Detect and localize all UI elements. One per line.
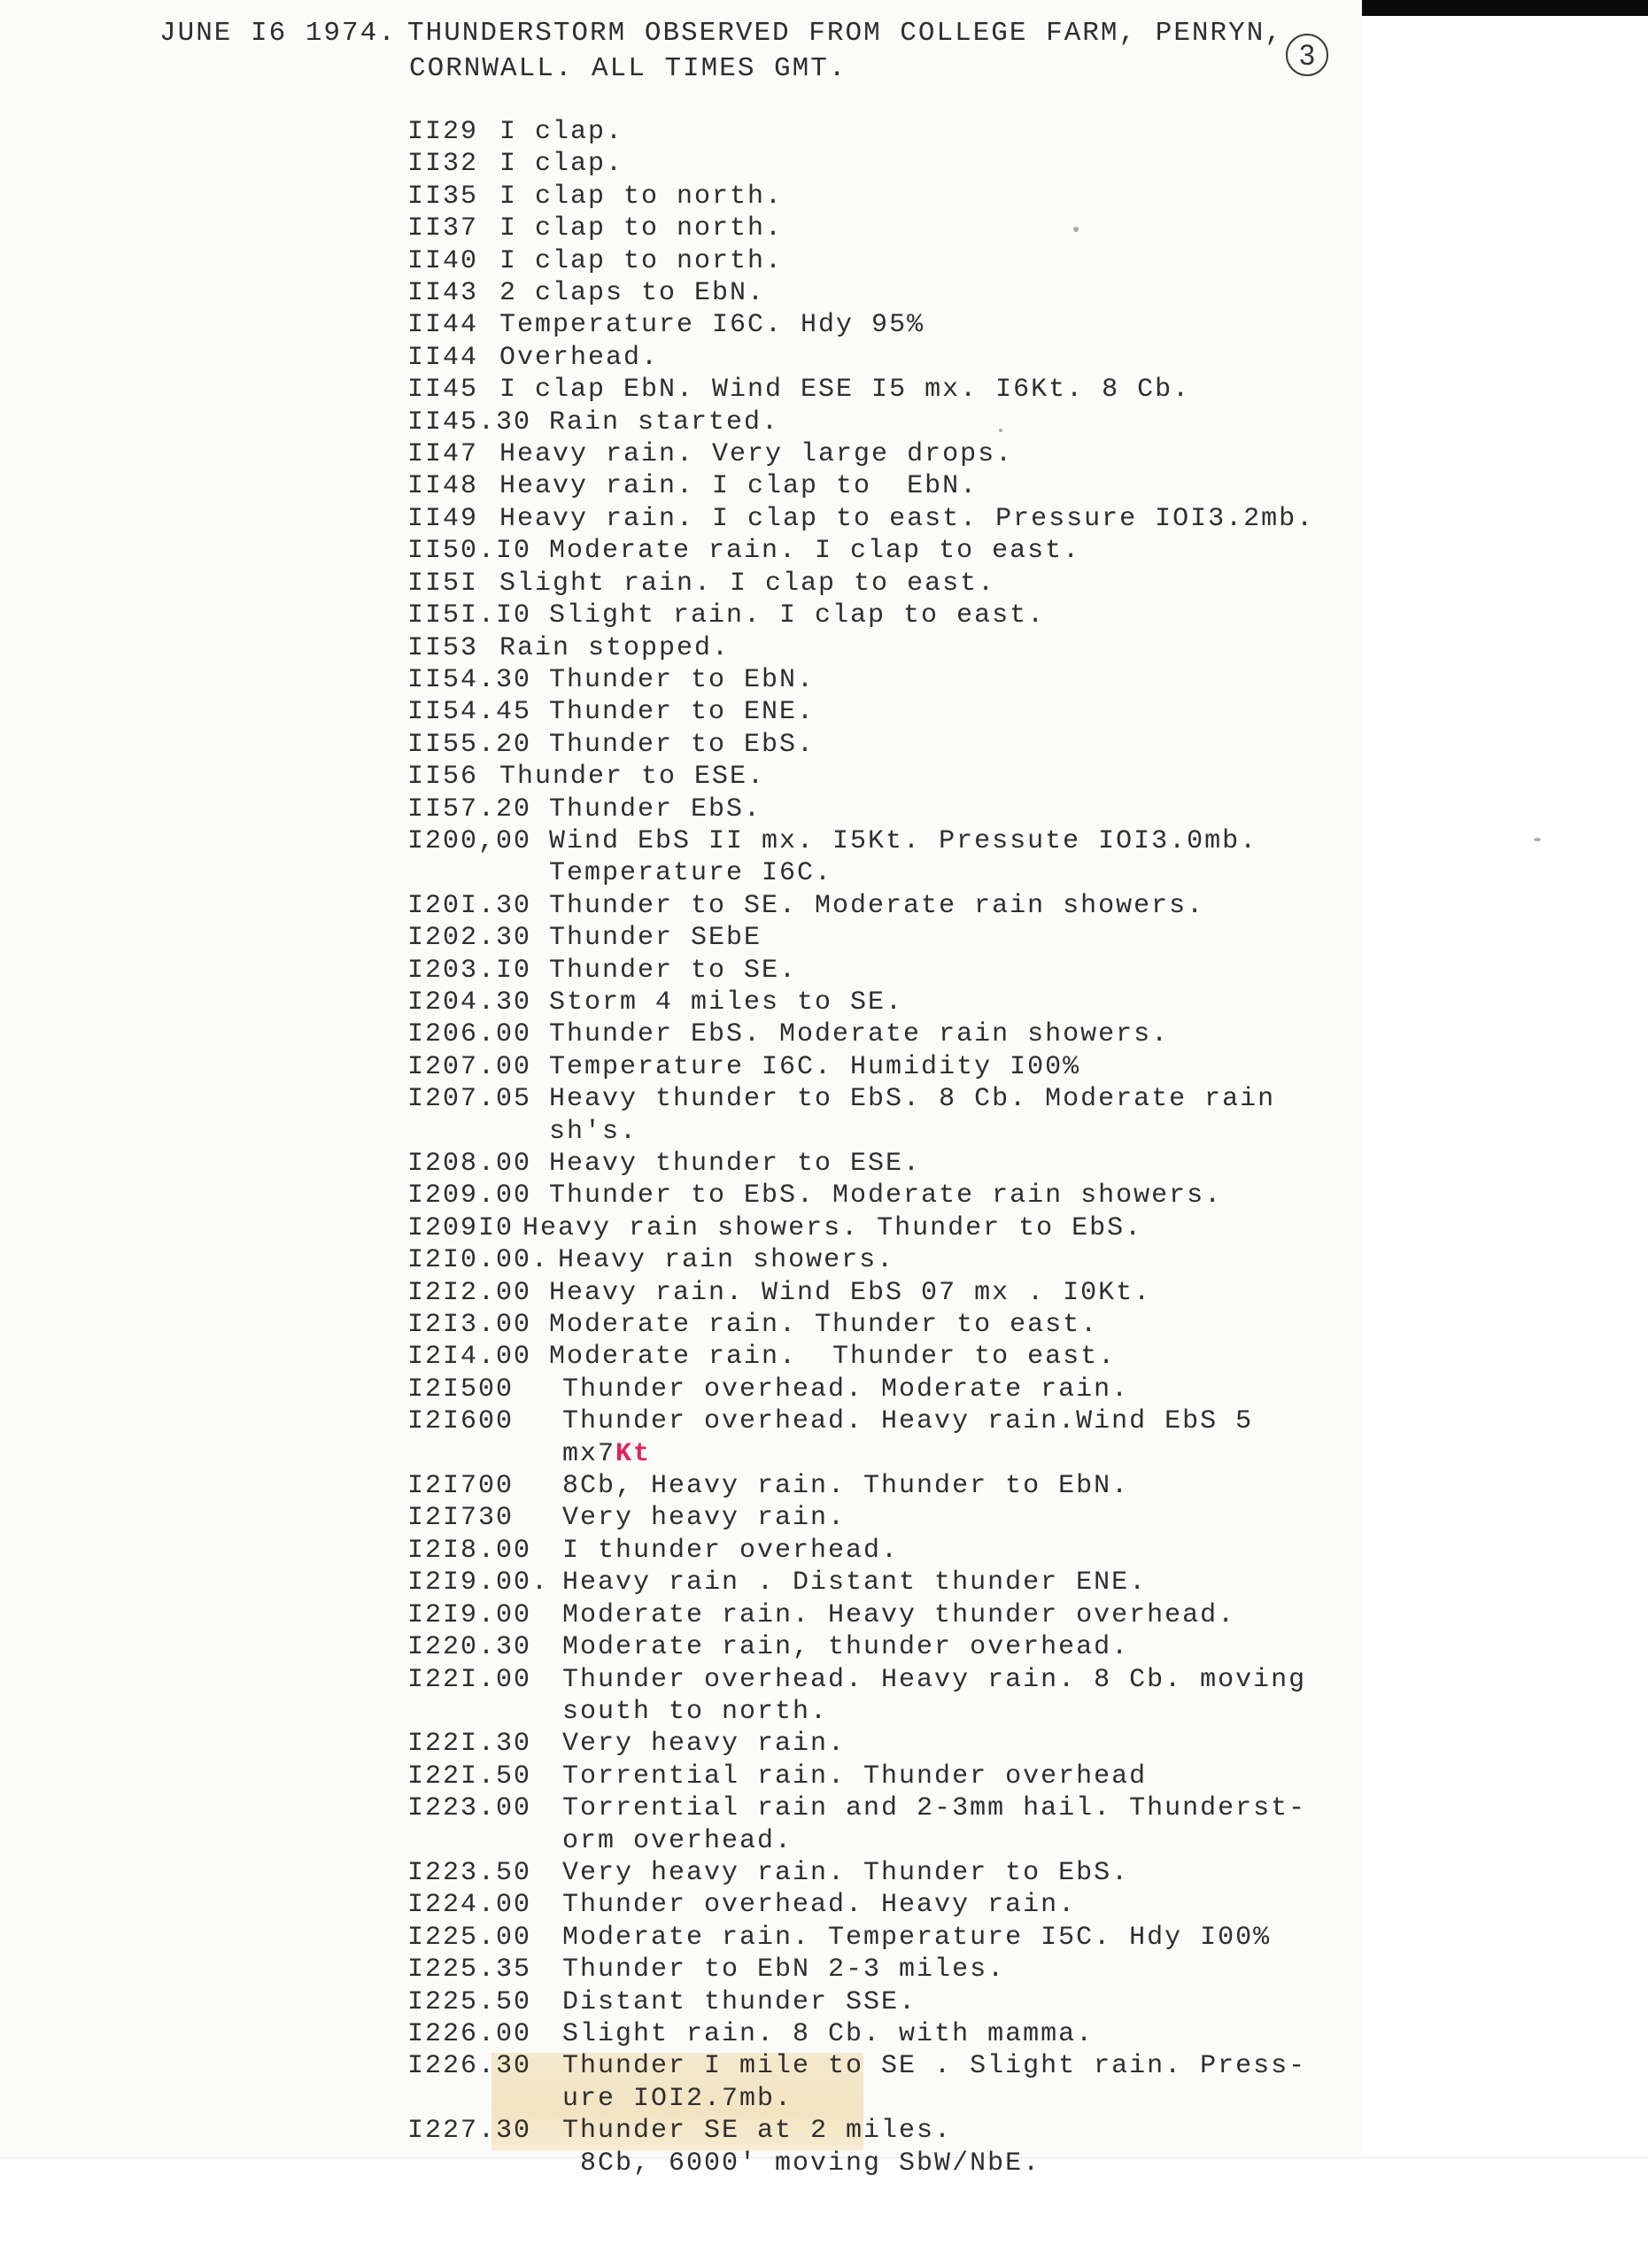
log-entry	[407, 1631, 1355, 1663]
log-entry	[407, 793, 1355, 825]
page-number-circle: 3	[1286, 34, 1328, 76]
entry-note	[549, 1277, 1355, 1309]
entry-note-text: Very heavy rain.	[562, 1503, 847, 1534]
entry-note	[549, 729, 1355, 761]
entry-note-text: Heavy rain. Very large drops.	[499, 439, 1014, 470]
log-entry-continuation: Temperature I6C.	[549, 858, 833, 889]
log-entry	[407, 1889, 1355, 1921]
entry-note-text: Moderate rain. I clap to east.	[549, 536, 1081, 567]
entry-note	[562, 1567, 1355, 1598]
entry-note-text: Thunder SE at 2 miles.	[562, 2116, 953, 2147]
entry-time: I226.00	[407, 2018, 532, 2049]
log-entry	[407, 181, 1355, 213]
log-entry	[407, 1212, 1355, 1244]
entry-note-text: Heavy thunder to ESE.	[549, 1149, 922, 1179]
entry-note	[549, 1148, 1355, 1180]
log-entry	[407, 1986, 1355, 2018]
entry-note	[562, 1470, 1355, 1502]
entry-note-text: Slight rain. I clap to east.	[549, 600, 1046, 631]
entry-time: II50.I0	[407, 536, 532, 567]
entry-time: I225.00	[407, 1922, 532, 1953]
entry-time: II5I	[407, 568, 479, 599]
entry-note	[562, 1631, 1355, 1663]
log-entry	[407, 1728, 1355, 1760]
entry-note	[499, 309, 1355, 341]
entry-time: II35	[407, 181, 479, 212]
entry-time: I2I0.00.	[407, 1245, 550, 1276]
entry-note	[562, 1405, 1355, 1470]
entry-time: I202.30	[407, 923, 532, 954]
log-entry	[407, 1857, 1355, 1889]
entry-note	[549, 1341, 1355, 1373]
entry-note-text: I clap EbN. Wind ESE I5 mx. I6Kt. 8 Cb.	[499, 375, 1191, 406]
entry-note-text: Very heavy rain. Thunder to EbS.	[562, 1857, 1130, 1888]
entry-time: I2I600	[407, 1406, 515, 1437]
entry-note	[562, 1954, 1355, 1985]
entry-time: I208.00	[407, 1149, 532, 1179]
log-entry	[407, 1599, 1355, 1631]
entry-note	[549, 793, 1355, 825]
log-entry-continuation: 8Cb, 6000' moving SbW/NbE.	[562, 2148, 1041, 2179]
entry-note	[562, 1599, 1355, 1631]
entry-note-text: Thunder SEbE	[549, 923, 762, 954]
entry-time: I207.00	[407, 1051, 532, 1082]
log-entry	[407, 1470, 1355, 1502]
entry-note	[562, 1502, 1355, 1534]
scan-edge	[1362, 0, 1648, 16]
log-entry	[407, 1535, 1355, 1567]
entry-note-text: Thunder to SE.	[549, 955, 798, 986]
log-entry	[407, 470, 1355, 502]
log-entry	[407, 277, 1355, 309]
entry-time: I224.00	[407, 1890, 532, 1921]
entry-note-text: Torrential rain. Thunder overhead	[562, 1761, 1148, 1792]
entry-note-text: Thunder to EbS. Moderate rain showers.	[549, 1180, 1223, 1211]
log-entry	[407, 1792, 1355, 1824]
entry-time: I2I9.00	[407, 1599, 532, 1630]
entry-note-text: Heavy rain. Wind EbS 07 mx . I0Kt.	[549, 1277, 1152, 1308]
entry-time: I200,00	[407, 825, 532, 856]
entry-time: II53	[407, 632, 479, 663]
entry-note	[558, 1244, 1355, 1276]
entry-time: II57.20	[407, 793, 532, 824]
entry-note-text: Temperature I6C. Hdy 95%	[499, 310, 925, 341]
entry-time: II37	[407, 213, 479, 244]
log-entry	[407, 1761, 1355, 1792]
entry-note	[499, 470, 1355, 502]
entry-time: II49	[407, 503, 479, 534]
entry-time: I2I9.00.	[407, 1567, 550, 1598]
entry-note-text: Thunder overhead. Heavy rain.	[562, 1890, 1077, 1921]
entry-note	[549, 955, 1355, 987]
entry-note-text: Thunder overhead. Heavy rain.Wind EbS 5 mx7	[562, 1406, 1272, 1469]
log-entry	[407, 406, 1355, 438]
entry-note	[499, 181, 1355, 213]
header-date: JUNE I6 1974.	[159, 18, 397, 49]
entry-note	[499, 213, 1355, 244]
entry-note	[499, 342, 1355, 374]
entry-note	[499, 632, 1355, 664]
entry-time: II56	[407, 762, 479, 793]
entry-note	[499, 438, 1355, 470]
scan-margin	[1362, 0, 1648, 2267]
log-entry	[407, 632, 1355, 664]
entry-time: I225.50	[407, 1986, 532, 2017]
log-entry	[407, 1051, 1355, 1083]
entry-note	[499, 374, 1355, 406]
entry-time: I226.30	[407, 2051, 532, 2082]
entry-note-text: Temperature I6C. Humidity I00%	[549, 1051, 1081, 1082]
entry-time: II5I.I0	[407, 600, 532, 631]
log-entry	[407, 213, 1355, 244]
log-entry	[407, 245, 1355, 277]
entry-note-text: I clap.	[499, 149, 624, 180]
entry-note-text: Storm 4 miles to SE.	[549, 987, 904, 1018]
log-entry-continuation: ure IOI2.7mb.	[562, 2083, 793, 2114]
log-entry	[407, 2018, 1355, 2050]
log-entry	[407, 2115, 1355, 2147]
log-entry	[407, 922, 1355, 954]
entry-note	[549, 600, 1355, 631]
entry-note-text: I clap to north.	[499, 245, 784, 276]
log-entry	[407, 1664, 1355, 1696]
entry-time: II54.30	[407, 664, 532, 695]
entry-note	[562, 1761, 1355, 1792]
entry-note	[499, 277, 1355, 309]
entry-note	[549, 890, 1355, 922]
header-title-line1: THUNDERSTORM OBSERVED FROM COLLEGE FARM, PENRYN,	[407, 18, 1283, 49]
log-entry	[407, 342, 1355, 374]
log-entry	[407, 1277, 1355, 1309]
entry-time: I209.00	[407, 1180, 532, 1211]
entry-note-text: Heavy thunder to EbS. 8 Cb. Moderate rain sh's.	[549, 1084, 1294, 1147]
entry-note-text: Torrential rain and 2-3mm hail. Thunderst-	[562, 1793, 1307, 1824]
entry-note	[549, 1083, 1355, 1148]
entry-note-text: Heavy rain showers.	[558, 1245, 895, 1276]
entry-note-text: Slight rain. I clap to east.	[499, 568, 996, 599]
entry-note-text: Very heavy rain.	[562, 1729, 847, 1760]
entry-time: I209I0	[407, 1212, 515, 1243]
entry-time: I2I3.00	[407, 1310, 532, 1341]
log-entry	[407, 1922, 1355, 1954]
entry-time: II55.20	[407, 729, 532, 760]
entry-note-text: 8Cb, Heavy rain. Thunder to EbN.	[562, 1471, 1130, 1502]
entry-time: II45	[407, 375, 479, 406]
entry-time: I22I.50	[407, 1761, 532, 1792]
entry-note	[549, 664, 1355, 696]
entry-time: I227.30	[407, 2116, 532, 2147]
entry-note	[562, 1374, 1355, 1405]
entry-note	[562, 1889, 1355, 1921]
entry-time: II32	[407, 149, 479, 180]
log-entry	[407, 729, 1355, 761]
entry-time: I2I4.00	[407, 1342, 532, 1373]
entry-note	[499, 245, 1355, 277]
log-entry	[407, 890, 1355, 922]
log-entry	[407, 1374, 1355, 1405]
entry-note	[549, 1051, 1355, 1083]
entry-time: II43	[407, 278, 479, 309]
entry-time: I223.00	[407, 1793, 532, 1824]
entry-note-text: Moderate rain. Temperature I5C. Hdy I00%	[562, 1922, 1272, 1953]
entry-time: I20I.30	[407, 890, 532, 921]
entry-time: II40	[407, 245, 479, 276]
entry-note	[562, 1664, 1355, 1696]
log-entry	[407, 761, 1355, 793]
log-entry	[407, 696, 1355, 728]
entry-note	[549, 535, 1355, 567]
entry-note-text: Heavy rain. I clap to east. Pressure IOI3.2mb.	[499, 503, 1315, 534]
entry-time: II44	[407, 310, 479, 341]
log-entry	[407, 503, 1355, 535]
entry-note-text: Thunder to ESE.	[499, 762, 766, 793]
entry-time: I2I730	[407, 1503, 515, 1534]
entry-note	[562, 1922, 1355, 1954]
entry-time: I203.I0	[407, 955, 532, 986]
log-entry	[407, 1083, 1355, 1148]
log-entry	[407, 438, 1355, 470]
log-entry-continuation: orm overhead.	[562, 1825, 793, 1856]
entry-note	[549, 825, 1355, 857]
log-entry	[407, 148, 1355, 180]
entry-note	[562, 1728, 1355, 1760]
entry-note	[562, 1535, 1355, 1567]
entry-note-text: Heavy rain showers. Thunder to EbS.	[522, 1212, 1143, 1243]
entry-note-text: I thunder overhead.	[562, 1535, 900, 1566]
entry-note-text: Thunder to ENE.	[549, 697, 816, 728]
entry-note-text: Thunder overhead. Heavy rain. 8 Cb. moving	[562, 1664, 1307, 1695]
entry-note	[562, 2050, 1355, 2082]
entry-time: I2I2.00	[407, 1277, 532, 1308]
entry-note	[549, 696, 1355, 728]
entry-note-text: Thunder to EbS.	[549, 729, 816, 760]
document-header	[159, 18, 1283, 50]
entry-note	[499, 761, 1355, 793]
log-entry	[407, 309, 1355, 341]
entry-note	[549, 987, 1355, 1018]
log-entry	[407, 2050, 1355, 2082]
log-entry	[407, 987, 1355, 1018]
entry-time: I207.05	[407, 1084, 532, 1115]
entry-time: II48	[407, 471, 479, 502]
entry-note-text: Thunder overhead. Moderate rain.	[562, 1374, 1130, 1405]
log-entry	[407, 1018, 1355, 1050]
entry-time: I2I500	[407, 1374, 515, 1405]
entry-note-text: Distant thunder SSE.	[562, 1986, 917, 2017]
entry-note	[549, 1018, 1355, 1050]
log-entry	[407, 1341, 1355, 1373]
log-entry	[407, 535, 1355, 567]
log-entry	[407, 1567, 1355, 1598]
red-handwritten-mark: Kt	[615, 1438, 652, 1469]
entry-note	[522, 1212, 1355, 1244]
entry-note-text: Heavy rain. I clap to EbN.	[499, 471, 979, 502]
entry-note	[549, 922, 1355, 954]
log-entry	[407, 1309, 1355, 1341]
log-entry	[407, 116, 1355, 148]
entry-note-text: Rain started.	[549, 406, 780, 437]
entry-note-text: Moderate rain, thunder overhead.	[562, 1632, 1130, 1663]
entry-time: I2I8.00	[407, 1535, 532, 1566]
entry-time: I220.30	[407, 1632, 532, 1663]
entry-note	[549, 406, 1355, 438]
log-entry-continuation: south to north.	[562, 1696, 829, 1727]
entry-note-text: Rain stopped.	[499, 632, 731, 663]
log-entry	[407, 1502, 1355, 1534]
log-entry	[407, 664, 1355, 696]
entry-note	[499, 503, 1355, 535]
entry-note-text: I clap.	[499, 117, 624, 147]
entry-time: II54.45	[407, 697, 532, 728]
entry-note-text: Moderate rain. Thunder to east.	[549, 1310, 1099, 1341]
entry-note	[562, 1857, 1355, 1889]
entry-note-text: Thunder to EbN 2-3 miles.	[562, 1955, 1006, 1985]
entry-time: I2I700	[407, 1471, 515, 1502]
entry-note-text: Thunder to EbN.	[549, 664, 816, 695]
entry-time: I206.00	[407, 1019, 532, 1050]
entry-time: II45.30	[407, 406, 532, 437]
entry-note-text: Thunder to SE. Moderate rain showers.	[549, 890, 1205, 921]
entry-note-text: Moderate rain. Thunder to east.	[549, 1342, 1117, 1373]
entry-note-text: Slight rain. 8 Cb. with mamma.	[562, 2018, 1095, 2049]
entry-note-text: Heavy rain . Distant thunder ENE.	[562, 1567, 1148, 1598]
entry-note	[499, 568, 1355, 600]
entry-note-text: I clap to north.	[499, 181, 784, 212]
entry-time: I22I.30	[407, 1729, 532, 1760]
entry-note	[499, 148, 1355, 180]
entry-note-text: Wind EbS II mx. I5Kt. Pressute IOI3.0mb.	[549, 825, 1258, 856]
header-title-line2: CORNWALL. ALL TIMES GMT.	[409, 53, 847, 84]
entry-note	[499, 116, 1355, 148]
log-entry	[407, 1244, 1355, 1276]
entry-note	[562, 2018, 1355, 2050]
log-entry	[407, 1148, 1355, 1180]
log-entry	[407, 825, 1355, 857]
entry-time: I22I.00	[407, 1664, 532, 1695]
ink-speck	[1534, 838, 1541, 841]
log-entry	[407, 955, 1355, 987]
log-entry	[407, 600, 1355, 631]
entry-note-text: Thunder EbS.	[549, 793, 762, 824]
entry-note	[562, 1986, 1355, 2018]
log-entry	[407, 374, 1355, 406]
log-entry	[407, 1405, 1355, 1470]
entry-time: I225.35	[407, 1955, 532, 1985]
entry-note-text: Thunder EbS. Moderate rain showers.	[549, 1019, 1170, 1050]
entry-note	[562, 2115, 1355, 2147]
observation-log	[407, 116, 1355, 2179]
entry-note	[562, 1792, 1355, 1824]
entry-time: II47	[407, 439, 479, 470]
entry-time: I204.30	[407, 987, 532, 1018]
entry-note	[549, 1180, 1355, 1211]
entry-note-text: I clap to north.	[499, 213, 784, 244]
entry-note-text: 2 claps to EbN.	[499, 278, 766, 309]
entry-note-text: Thunder I mile to SE . Slight rain. Press-	[562, 2051, 1307, 2082]
entry-time: II44	[407, 342, 479, 373]
entry-note-text: Moderate rain. Heavy thunder overhead.	[562, 1599, 1236, 1630]
log-entry	[407, 1954, 1355, 1985]
entry-time: I223.50	[407, 1857, 532, 1888]
entry-time: II29	[407, 117, 479, 147]
entry-note-text: Overhead.	[499, 342, 660, 373]
log-entry	[407, 1180, 1355, 1211]
log-entry	[407, 568, 1355, 600]
entry-note	[549, 1309, 1355, 1341]
